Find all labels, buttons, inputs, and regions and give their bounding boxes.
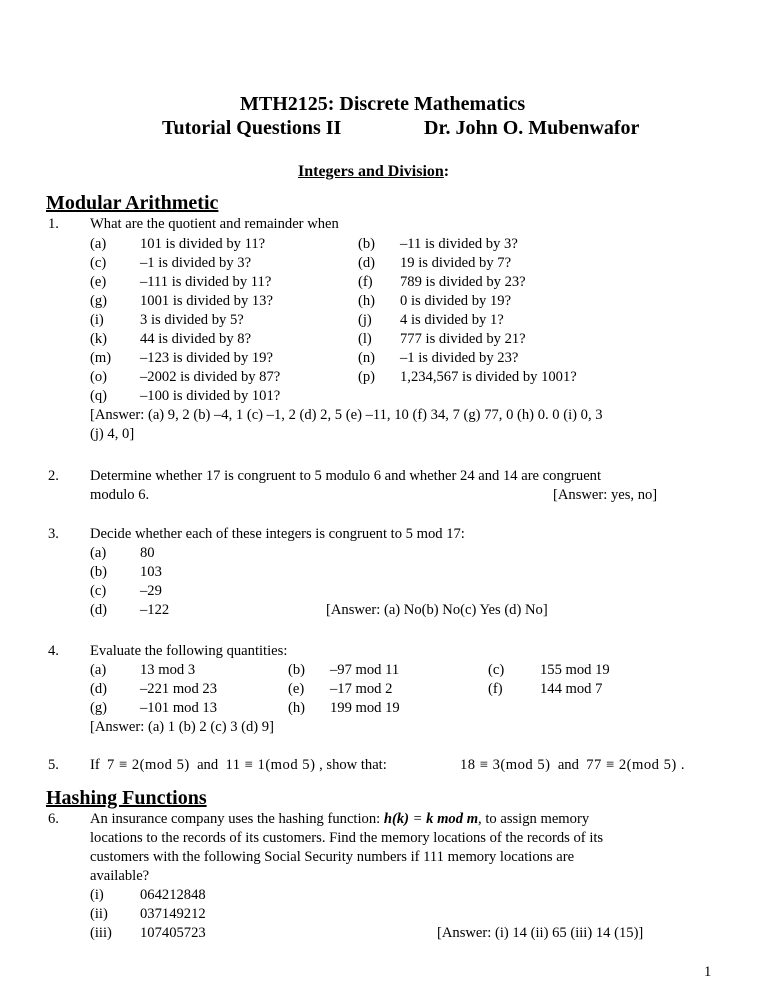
tutorial-title: Tutorial Questions II	[162, 117, 342, 139]
list-item-label: (d)	[358, 255, 376, 271]
list-item-label: (l)	[358, 331, 372, 347]
list-item: 107405723	[140, 925, 206, 941]
q6-answer: [Answer: (i) 14 (ii) 65 (iii) 14 (15)]	[437, 925, 644, 941]
page-number: 1	[704, 964, 712, 980]
q6-text-line2: locations to the records of its customers. Find the memory locations of the records of its	[90, 830, 604, 846]
list-item-label: (a)	[90, 662, 107, 678]
list-item-label: (e)	[90, 274, 107, 290]
list-item: –17 mod 2	[330, 681, 393, 697]
list-item: 064212848	[140, 887, 206, 903]
list-item: –122	[140, 602, 170, 618]
q6-text-line1: An insurance company uses the hashing function: h(k) = k mod m, to assign memory	[90, 811, 590, 827]
list-item-label: (d)	[90, 602, 108, 618]
list-item-label: (b)	[90, 564, 108, 580]
q3-intro: Decide whether each of these integers is congruent to 5 mod 17:	[90, 526, 465, 542]
q4-number: 4.	[48, 643, 59, 659]
section-heading-hashing: Hashing Functions	[46, 787, 207, 809]
list-item: –221 mod 23	[140, 681, 218, 697]
list-item: –123 is divided by 19?	[140, 350, 273, 366]
list-item-label: (c)	[488, 662, 505, 678]
q1-number: 1.	[48, 216, 59, 232]
list-item: 155 mod 19	[540, 662, 610, 678]
list-item-label: (a)	[90, 545, 107, 561]
q2-answer: [Answer: yes, no]	[553, 487, 658, 503]
list-item: 0 is divided by 19?	[400, 293, 512, 309]
list-item: –101 mod 13	[140, 700, 218, 716]
section-heading-modular: Modular Arithmetic	[46, 192, 219, 214]
list-item: 101 is divided by 11?	[140, 236, 266, 252]
q1-answer-line1: [Answer: (a) 9, 2 (b) –4, 1 (c) –1, 2 (d) 2, 5 (e) –11, 10 (f) 34, 7 (g) 77, 0 (h) 0. 0 (i) 0, 3	[90, 407, 603, 423]
list-item: –11 is divided by 3?	[400, 236, 518, 252]
list-item-label: (f)	[358, 274, 373, 290]
hash-function: h(k)	[383, 811, 409, 827]
congruence: 7 ≡ 2(mod 5)	[107, 757, 190, 773]
list-item-label: (m)	[90, 350, 112, 366]
q1-answer-line2: (j) 4, 0]	[90, 426, 135, 442]
list-item-label: (c)	[90, 255, 107, 271]
list-item-label: (j)	[358, 312, 372, 328]
list-item-label: (iii)	[90, 925, 112, 941]
q6-text-line4: available?	[90, 868, 150, 884]
author-name: Dr. John O. Mubenwafor	[424, 117, 640, 139]
congruence: 77 ≡ 2(mod 5) .	[586, 757, 686, 773]
q4-intro: Evaluate the following quantities:	[90, 643, 288, 659]
list-item: –111 is divided by 11?	[140, 274, 272, 290]
q1-intro: What are the quotient and remainder when	[90, 216, 339, 232]
list-item-label: (n)	[358, 350, 376, 366]
list-item: 19 is divided by 7?	[400, 255, 512, 271]
list-item-label: (a)	[90, 236, 107, 252]
list-item: –2002 is divided by 87?	[140, 369, 281, 385]
list-item-label: (b)	[288, 662, 306, 678]
list-item-label: (ii)	[90, 906, 108, 922]
list-item-label: (g)	[90, 293, 108, 309]
q2-text-line1: Determine whether 17 is congruent to 5 modulo 6 and whether 24 and 14 are congruent	[90, 468, 602, 484]
list-item-label: (i)	[90, 887, 104, 903]
list-item: 44 is divided by 8?	[140, 331, 252, 347]
list-item-label: (f)	[488, 681, 503, 697]
list-item: 4 is divided by 1?	[400, 312, 504, 328]
list-item-label: (k)	[90, 331, 108, 347]
q2-text-line2: modulo 6.	[90, 487, 150, 503]
q4-answer: [Answer: (a) 1 (b) 2 (c) 3 (d) 9]	[90, 719, 274, 735]
list-item: 3 is divided by 5?	[140, 312, 244, 328]
list-item: –1 is divided by 23?	[400, 350, 519, 366]
list-item-label: (q)	[90, 388, 108, 404]
list-item: –100 is divided by 101?	[140, 388, 281, 404]
list-item: –97 mod 11	[330, 662, 400, 678]
list-item-label: (c)	[90, 583, 107, 599]
q5-number: 5.	[48, 757, 59, 773]
q2-number: 2.	[48, 468, 59, 484]
q5-statement: If 7 ≡ 2(mod 5) and 11 ≡ 1(mod 5) , show that:	[90, 757, 387, 773]
list-item-label: (i)	[90, 312, 104, 328]
list-item: 789 is divided by 23?	[400, 274, 526, 290]
list-item-label: (p)	[358, 369, 376, 385]
congruence: 18 ≡ 3(mod 5)	[460, 757, 551, 773]
list-item: 1001 is divided by 13?	[140, 293, 273, 309]
list-item-label: (d)	[90, 681, 108, 697]
q6-text-line3: customers with the following Social Security numbers if 111 memory locations are	[90, 849, 575, 865]
list-item-label: (e)	[288, 681, 305, 697]
list-item: –29	[140, 583, 162, 599]
q6-number: 6.	[48, 811, 59, 827]
list-item: 80	[140, 545, 155, 561]
list-item: 144 mod 7	[540, 681, 603, 697]
list-item: 777 is divided by 21?	[400, 331, 526, 347]
q3-number: 3.	[48, 526, 59, 542]
list-item-label: (g)	[90, 700, 108, 716]
list-item-label: (h)	[288, 700, 306, 716]
list-item: 103	[140, 564, 162, 580]
list-item-label: (o)	[90, 369, 108, 385]
list-item-label: (b)	[358, 236, 376, 252]
list-item-label: (h)	[358, 293, 376, 309]
q5-goal: 18 ≡ 3(mod 5) and 77 ≡ 2(mod 5) .	[460, 757, 686, 773]
list-item: 037149212	[140, 906, 206, 922]
list-item: 1,234,567 is divided by 1001?	[400, 369, 577, 385]
list-item: –1 is divided by 3?	[140, 255, 252, 271]
page-title: MTH2125: Discrete Mathematics	[240, 93, 526, 115]
q3-answer: [Answer: (a) No(b) No(c) Yes (d) No]	[326, 602, 548, 618]
congruence: 11 ≡ 1(mod 5)	[225, 757, 316, 773]
list-item: 199 mod 19	[330, 700, 400, 716]
list-item: 13 mod 3	[140, 662, 196, 678]
subtitle: Integers and Division:	[298, 163, 450, 180]
